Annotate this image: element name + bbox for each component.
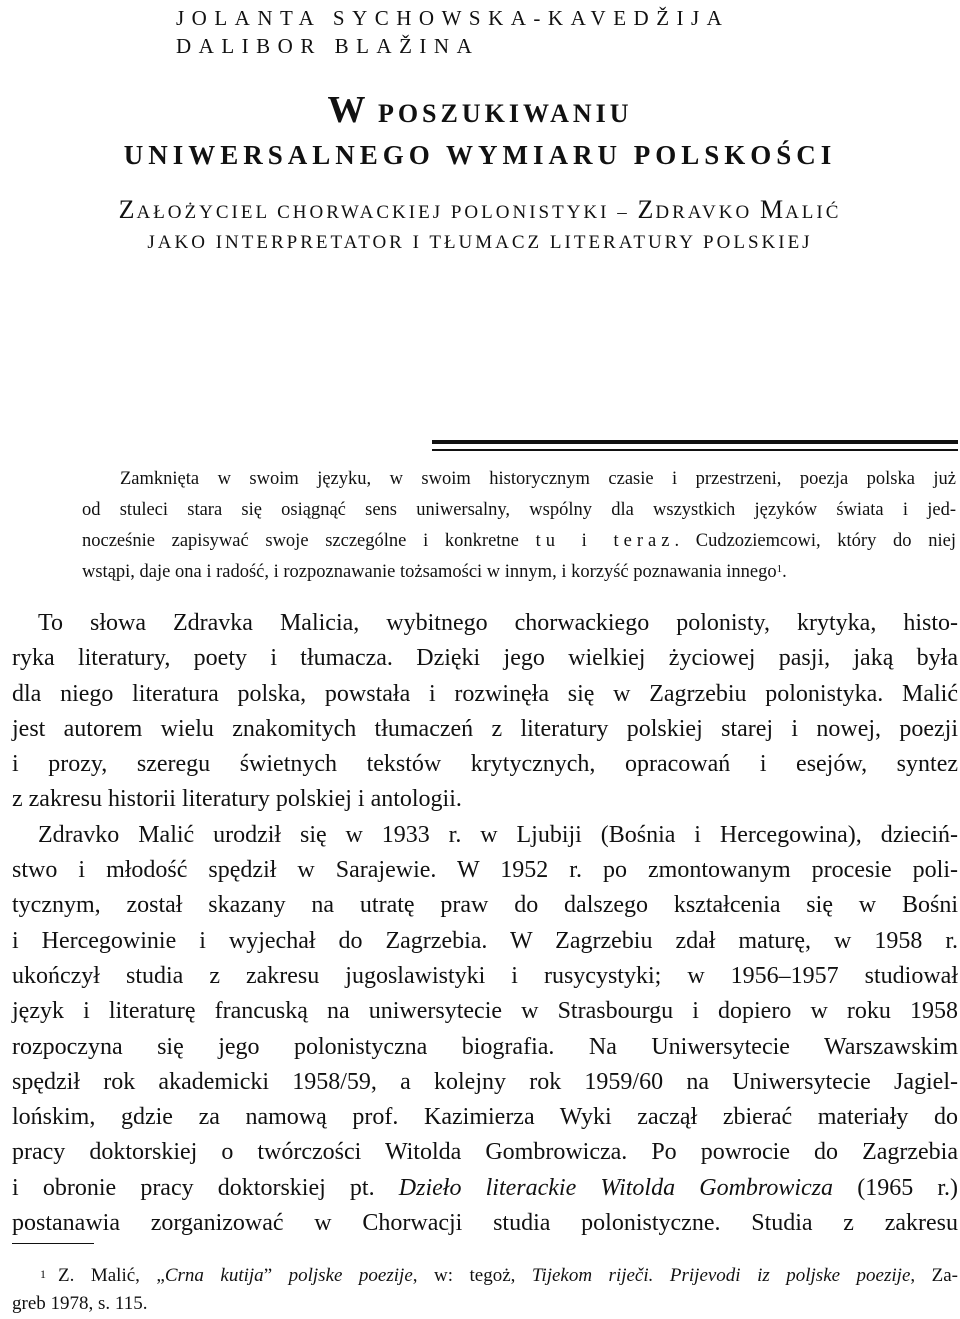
epigraph-line: Zamknięta w swoim języku, w swoim historycznym czasie i przestrzeni, poezja polska już xyxy=(120,469,956,489)
epigraph-text: . Cudzoziemcowi, który do niej xyxy=(674,531,956,551)
body-line: i Hercegowinie i wyjechał do Zagrzebia. W Zagrzebiu zdał maturę, w 1958 r. xyxy=(12,927,958,954)
epigraph-text: . xyxy=(782,562,787,582)
author-2: DALIBOR BLAŽINA xyxy=(176,34,480,58)
body-line: ryka literatury, poety i tłumacza. Dzięki jego wielkiej życiowej pasji, jaką była xyxy=(12,645,958,672)
body-line: z zakresu historii literatury polskiej i antologii. xyxy=(12,786,462,813)
body-line xyxy=(12,1171,958,1206)
footnote-italic: Tijekom riječi. Prijevodi iz poljske poezije xyxy=(531,1265,911,1286)
subtitle-cap: Z xyxy=(637,195,656,224)
footnote-ref: 1 xyxy=(776,563,783,575)
body-line: pracy doktorskiej o twórczości Witolda Gombrowicza. Po powrocie do Zagrzebia xyxy=(12,1139,958,1166)
book-title: Dzieło literackie Witolda Gombrowicza xyxy=(398,1174,834,1201)
epigraph-line xyxy=(82,526,956,557)
body-line: rozpoczyna się jego polonistyczna biografia. Na Uniwersytecie Warszawskim xyxy=(12,1033,958,1060)
body-line: jest autorem wielu znakomitych tłumaczeń z literatury polskiej starej i nowej, poezji xyxy=(12,715,958,742)
footnote-text: Z. Malić, „ xyxy=(58,1265,165,1286)
divider-thin xyxy=(432,449,958,451)
epigraph-text: nocześnie zapisywać swoje szczególne i konkretne xyxy=(82,531,536,551)
title-line-2: UNIWERSALNEGO WYMIARU POLSKOŚCI xyxy=(123,140,837,170)
subtitle-cap: Z xyxy=(118,195,137,224)
footnote xyxy=(12,1262,958,1318)
body-line: lońskim, gdzie za namową prof. Kazimierza Wyki zaczął zbierać materiały do xyxy=(12,1104,958,1131)
body-line: stwo i młodość spędził w Sarajewie. W 1952 r. po zmontowanym procesie poli- xyxy=(12,857,958,884)
footnote-italic: Crna kutija xyxy=(164,1265,264,1286)
subtitle-cap: M xyxy=(759,195,786,224)
body-line: i prozy, szeregu świetnych tekstów krytycznych, opracowań i esejów, syntez xyxy=(12,751,958,778)
body-text-run: (1965 r.) xyxy=(833,1174,959,1201)
body-line: spędził rok akademicki 1958/59, a kolejny rok 1959/60 na Uniwersytecie Jagiel- xyxy=(12,1068,958,1095)
body-line: dla niego literatura polska, powstała i rozwinęła się w Zagrzebiu polonistyka. Malić xyxy=(12,680,958,707)
title-line-1 xyxy=(0,88,960,132)
footnote-italic: poljske poezije xyxy=(288,1265,413,1286)
footnote-line: greb 1978, s. 115. xyxy=(12,1293,148,1314)
footnote-number: 1 xyxy=(40,1267,46,1281)
authors xyxy=(176,4,729,60)
body-line: Zdravko Malić urodził się w 1933 r. w Ljubiji (Bośnia i Hercegowina), dzieciń- xyxy=(38,821,958,848)
footnote-text: ” xyxy=(263,1265,289,1286)
epigraph-line: od stuleci stara się osiągnąć sens uniwersalny, wspólny dla wszystkich języków świata i jed- xyxy=(82,500,956,520)
body-text-run: i obronie pracy doktorskiej pt. xyxy=(12,1174,399,1201)
subtitle-text: AŁOŻYCIEL CHORWACKIEJ POLONISTYKI – xyxy=(136,202,638,223)
author-1: JOLANTA SYCHOWSKA-KAVEDŽIJA xyxy=(176,6,730,30)
subtitle-text: DRAVKO xyxy=(655,202,760,223)
epigraph-line xyxy=(82,557,956,588)
footnote-text: , Za- xyxy=(910,1265,959,1286)
epigraph-text: wstąpi, daje ona i radość, i rozpoznawanie tożsamości w innym, i korzyść poznawania innego xyxy=(82,562,777,582)
subtitle-text: ALIĆ xyxy=(785,202,842,223)
title-line-1-rest: POSZUKIWANIU xyxy=(367,99,633,128)
epigraph xyxy=(82,464,956,588)
epigraph-emphasis: tu i teraz xyxy=(535,531,675,551)
subtitle-line-1 xyxy=(0,195,960,225)
body-line: język i literaturę francuską na uniwersytecie w Strasbourgu i dopiero w roku 1958 xyxy=(12,998,958,1025)
footnote-line xyxy=(12,1262,958,1290)
footnote-text: , w: tegoż, xyxy=(412,1265,532,1286)
body-line: tycznym, został skazany na utratę praw do dalszego kształcenia się w Bośni xyxy=(12,892,958,919)
title-initial: W xyxy=(327,89,368,131)
body-line: To słowa Zdravka Malicia, wybitnego chorwackiego polonisty, krytyka, histo- xyxy=(38,610,958,636)
body-line: postanawia zorganizować w Chorwacji studia polonistyczne. Studia z zakresu xyxy=(12,1210,958,1237)
body-line: ukończył studia z zakresu jugoslawistyki i rusycystyki; w 1956–1957 studiował xyxy=(12,962,958,989)
footnote-divider xyxy=(12,1243,94,1244)
divider-thick xyxy=(432,440,958,444)
body-text xyxy=(12,606,958,1241)
subtitle-line-2: JAKO INTERPRETATOR I TŁUMACZ LITERATURY POLSKIEJ xyxy=(147,232,813,253)
